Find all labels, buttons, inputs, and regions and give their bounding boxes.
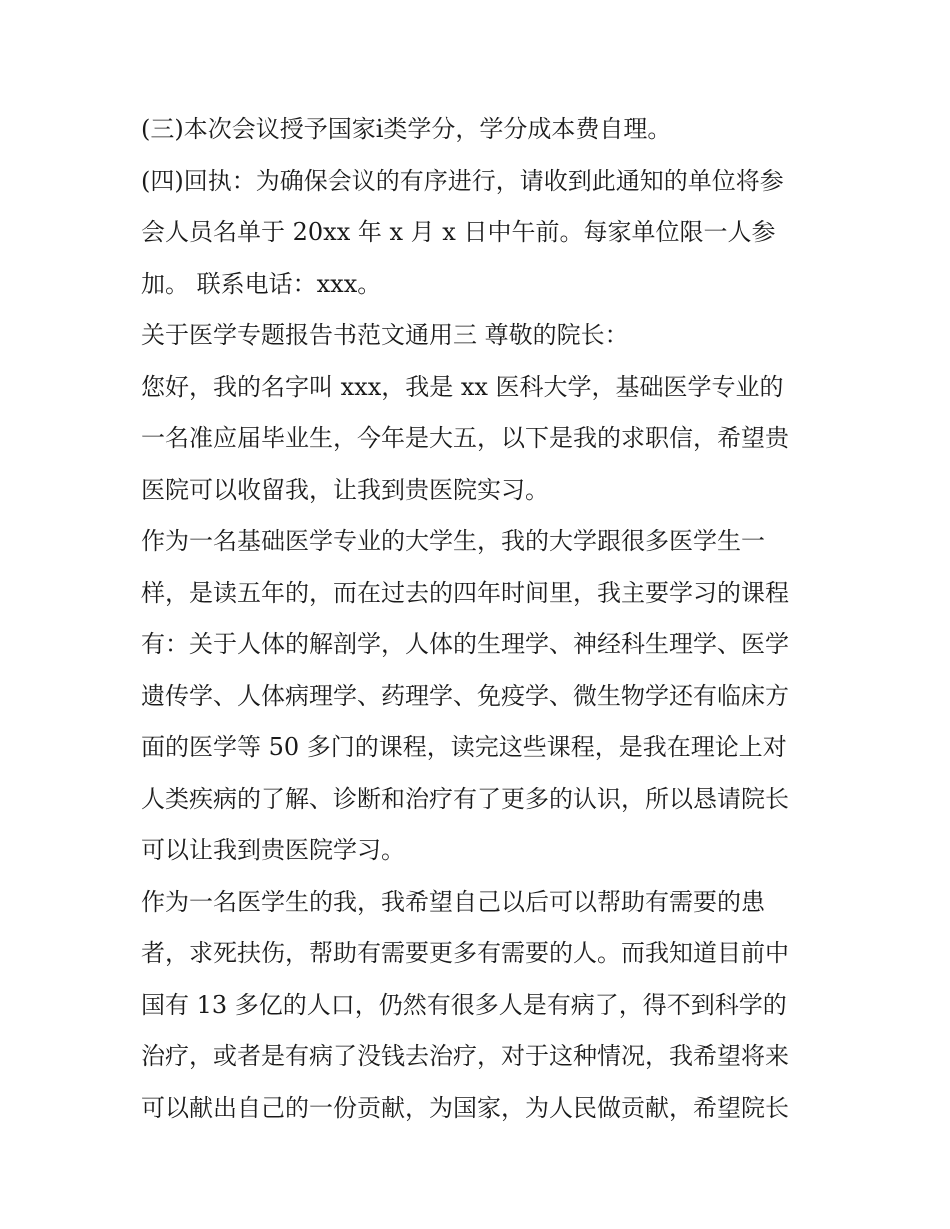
text-line: 医院可以收留我，让我到贵医院实习。	[141, 475, 549, 504]
text-line: 关于医学专题报告书范文通用三 尊敬的院长：	[141, 321, 629, 349]
text-line: 样，是读五年的，而在过去的四年时间里，我主要学习的课程	[141, 578, 789, 607]
text-line: (四)回执：为确保会议的有序进行，请收到此通知的单位将参	[141, 166, 784, 195]
text-line: 治疗，或者是有病了没钱去治疗，对于这种情况，我希望将来	[141, 1042, 789, 1070]
text-line: 会人员名单于 20xx 年 x 月 x 日中午前。每家单位限一人参	[141, 218, 776, 246]
text-line: 人类疾病的了解、诊断和治疗有了更多的认识，所以恳请院长	[141, 784, 789, 813]
text-line: (三)本次会议授予国家ⅰ类学分，学分成本费自理。	[141, 115, 672, 143]
text-line: 可以献出自己的一份贡献，为国家，为人民做贡献，希望院长	[141, 1093, 789, 1122]
text-line: 者，求死扶伤，帮助有需要更多有需要的人。而我知道目前中	[141, 939, 789, 967]
text-line: 有：关于人体的解剖学，人体的生理学、神经科生理学、医学	[141, 630, 789, 658]
document-body	[141, 104, 821, 1134]
text-line: 面的医学等 50 多门的课程，读完这些课程，是我在理论上对	[141, 733, 787, 761]
text-line: 国有 13 多亿的人口，仍然有很多人是有病了，得不到科学的	[141, 990, 787, 1019]
text-line: 加。 联系电话：xxx。	[141, 269, 382, 298]
text-line: 遗传学、人体病理学、药理学、免疫学、微生物学还有临床方	[141, 681, 789, 710]
text-line: 您好，我的名字叫 xxx，我是 xx 医科大学，基础医学专业的	[141, 372, 784, 401]
text-line: 作为一名医学生的我，我希望自己以后可以帮助有需要的患	[141, 887, 765, 916]
text-line: 一名准应届毕业生，今年是大五，以下是我的求职信，希望贵	[141, 424, 789, 452]
text-line: 可以让我到贵医院学习。	[141, 836, 405, 864]
text-line: 作为一名基础医学专业的大学生，我的大学跟很多医学生一	[141, 527, 765, 555]
